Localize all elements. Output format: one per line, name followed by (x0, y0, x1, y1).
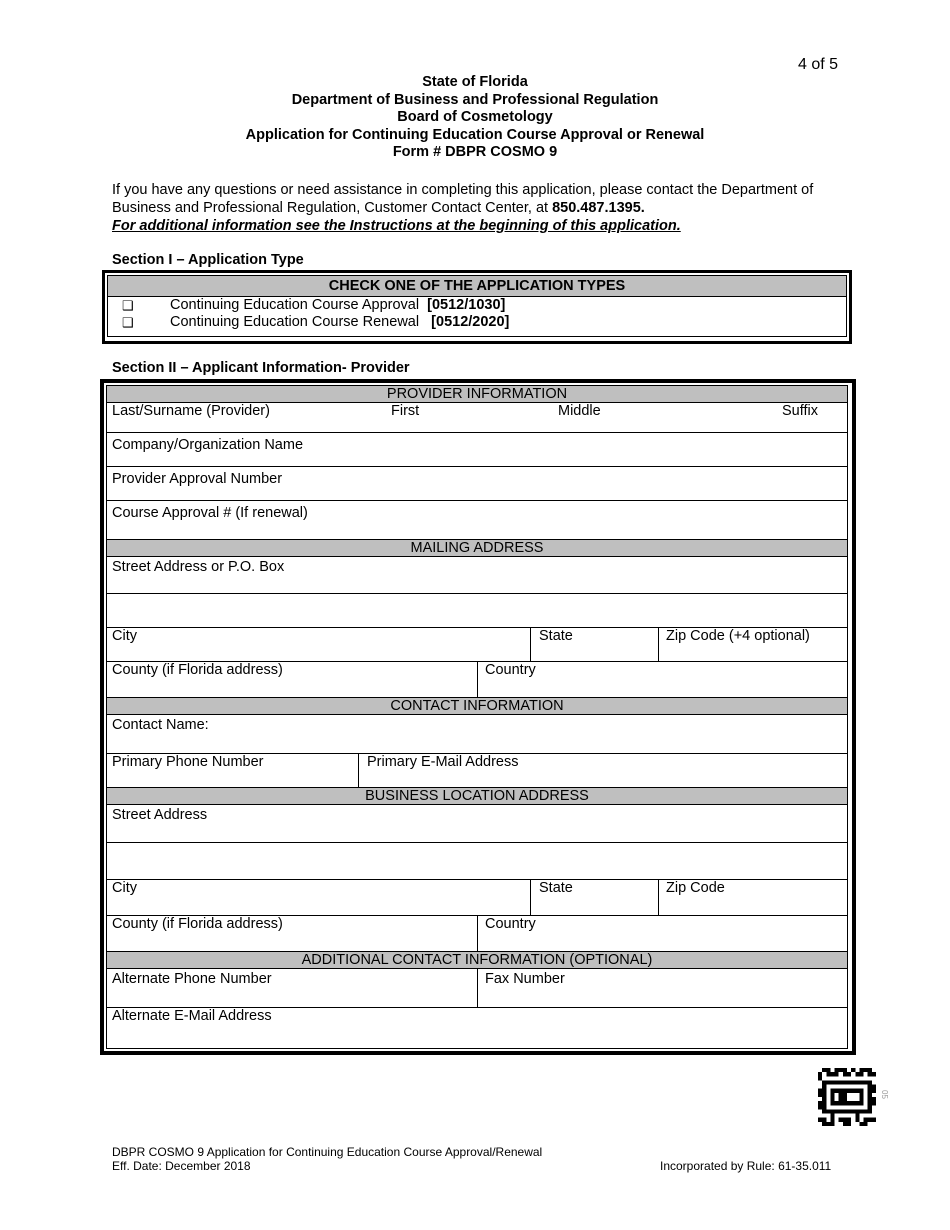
footer-effective-date: Eff. Date: December 2018 (112, 1159, 251, 1173)
field-alternate-phone[interactable]: Alternate Phone Number (112, 971, 272, 987)
band-provider-information: PROVIDER INFORMATION (107, 385, 847, 403)
header-application-title: Application for Continuing Education Course Approval or Renewal (245, 126, 705, 143)
field-mailing-city[interactable]: City (112, 628, 137, 644)
divider (658, 627, 659, 661)
footer-rule: Incorporated by Rule: 61-35.011 (660, 1159, 832, 1173)
field-last-name[interactable]: Last/Surname (Provider) (112, 403, 270, 419)
field-business-zip[interactable]: Zip Code (666, 880, 725, 896)
field-middle-name[interactable]: Middle (558, 403, 601, 419)
field-mailing-street[interactable]: Street Address or P.O. Box (112, 559, 285, 575)
option-label: Continuing Education Course Renewal (170, 314, 420, 330)
field-alternate-email[interactable]: Alternate E-Mail Address (112, 1008, 272, 1024)
instructions-note: For additional information see the Instructions at the beginning of this application. (112, 218, 681, 234)
checkbox-icon[interactable]: ❑ (122, 298, 134, 313)
field-mailing-county[interactable]: County (if Florida address) (112, 662, 283, 678)
field-company-name[interactable]: Company/Organization Name (112, 437, 304, 453)
qr-code-icon (818, 1068, 876, 1126)
footer-form-title: DBPR COSMO 9 Application for Continuing Education Course Approval/Renewal (112, 1145, 543, 1159)
field-course-approval-number[interactable]: Course Approval # (If renewal) (112, 505, 308, 521)
divider (477, 969, 478, 1007)
field-business-state[interactable]: State (539, 880, 573, 896)
divider (107, 842, 847, 843)
field-mailing-country[interactable]: Country (485, 662, 536, 678)
header-state: State of Florida (422, 74, 528, 90)
field-business-country[interactable]: Country (485, 916, 536, 932)
header-board: Board of Cosmetology (397, 109, 553, 125)
applicant-form (106, 385, 848, 1049)
field-suffix[interactable]: Suffix (782, 403, 819, 419)
option-code: [0512/1030] (427, 297, 506, 313)
checkbox-icon[interactable]: ❑ (122, 315, 134, 330)
application-type-band: CHECK ONE OF THE APPLICATION TYPES (108, 276, 846, 297)
field-primary-email[interactable]: Primary E-Mail Address (367, 754, 519, 770)
divider (107, 879, 847, 880)
page-number: 4 of 5 (798, 56, 839, 73)
field-first-name[interactable]: First (391, 403, 420, 419)
section1-title: Section I – Application Type (112, 252, 304, 268)
field-fax-number[interactable]: Fax Number (485, 971, 565, 987)
divider (107, 466, 847, 467)
applicant-information-box (100, 379, 856, 1055)
field-business-city[interactable]: City (112, 880, 137, 896)
option-code: [0512/2020] (431, 314, 510, 330)
intro-text: If you have any questions or need assistance in completing this application, please contact the Department of Business and Professional Regulation, Customer Contact Center, at (112, 182, 814, 216)
field-business-street[interactable]: Street Address (112, 807, 208, 823)
divider (477, 661, 478, 697)
divider (107, 500, 847, 501)
divider (530, 627, 531, 661)
band-business-location: BUSINESS LOCATION ADDRESS (107, 787, 847, 805)
divider (530, 879, 531, 915)
footer-left (112, 1145, 542, 1173)
band-mailing-address: MAILING ADDRESS (107, 539, 847, 557)
field-provider-approval-number[interactable]: Provider Approval Number (112, 471, 283, 487)
band-contact-information: CONTACT INFORMATION (107, 697, 847, 715)
form-header (0, 74, 950, 162)
field-mailing-zip[interactable]: Zip Code (+4 optional) (666, 628, 810, 644)
divider (107, 593, 847, 594)
field-mailing-state[interactable]: State (539, 628, 573, 644)
qr-code-tag: 05 (879, 1090, 889, 1099)
divider (358, 753, 359, 787)
section2-title: Section II – Applicant Information- Provider (112, 360, 410, 376)
band-additional-contact: ADDITIONAL CONTACT INFORMATION (OPTIONAL) (107, 951, 847, 969)
intro-paragraph (112, 181, 852, 235)
field-contact-name[interactable]: Contact Name: (112, 717, 209, 733)
divider (107, 432, 847, 433)
header-department: Department of Business and Professional Regulation (291, 91, 659, 108)
option-course-approval[interactable] (108, 297, 846, 314)
option-label: Continuing Education Course Approval (170, 297, 420, 313)
divider (658, 879, 659, 915)
divider (477, 915, 478, 951)
option-course-renewal[interactable] (108, 314, 846, 331)
field-primary-phone[interactable]: Primary Phone Number (112, 754, 264, 770)
field-business-county[interactable]: County (if Florida address) (112, 916, 283, 932)
header-form-number: Form # DBPR COSMO 9 (392, 144, 558, 160)
contact-phone: 850.487.1395. (552, 200, 645, 216)
application-type-box (102, 270, 852, 344)
